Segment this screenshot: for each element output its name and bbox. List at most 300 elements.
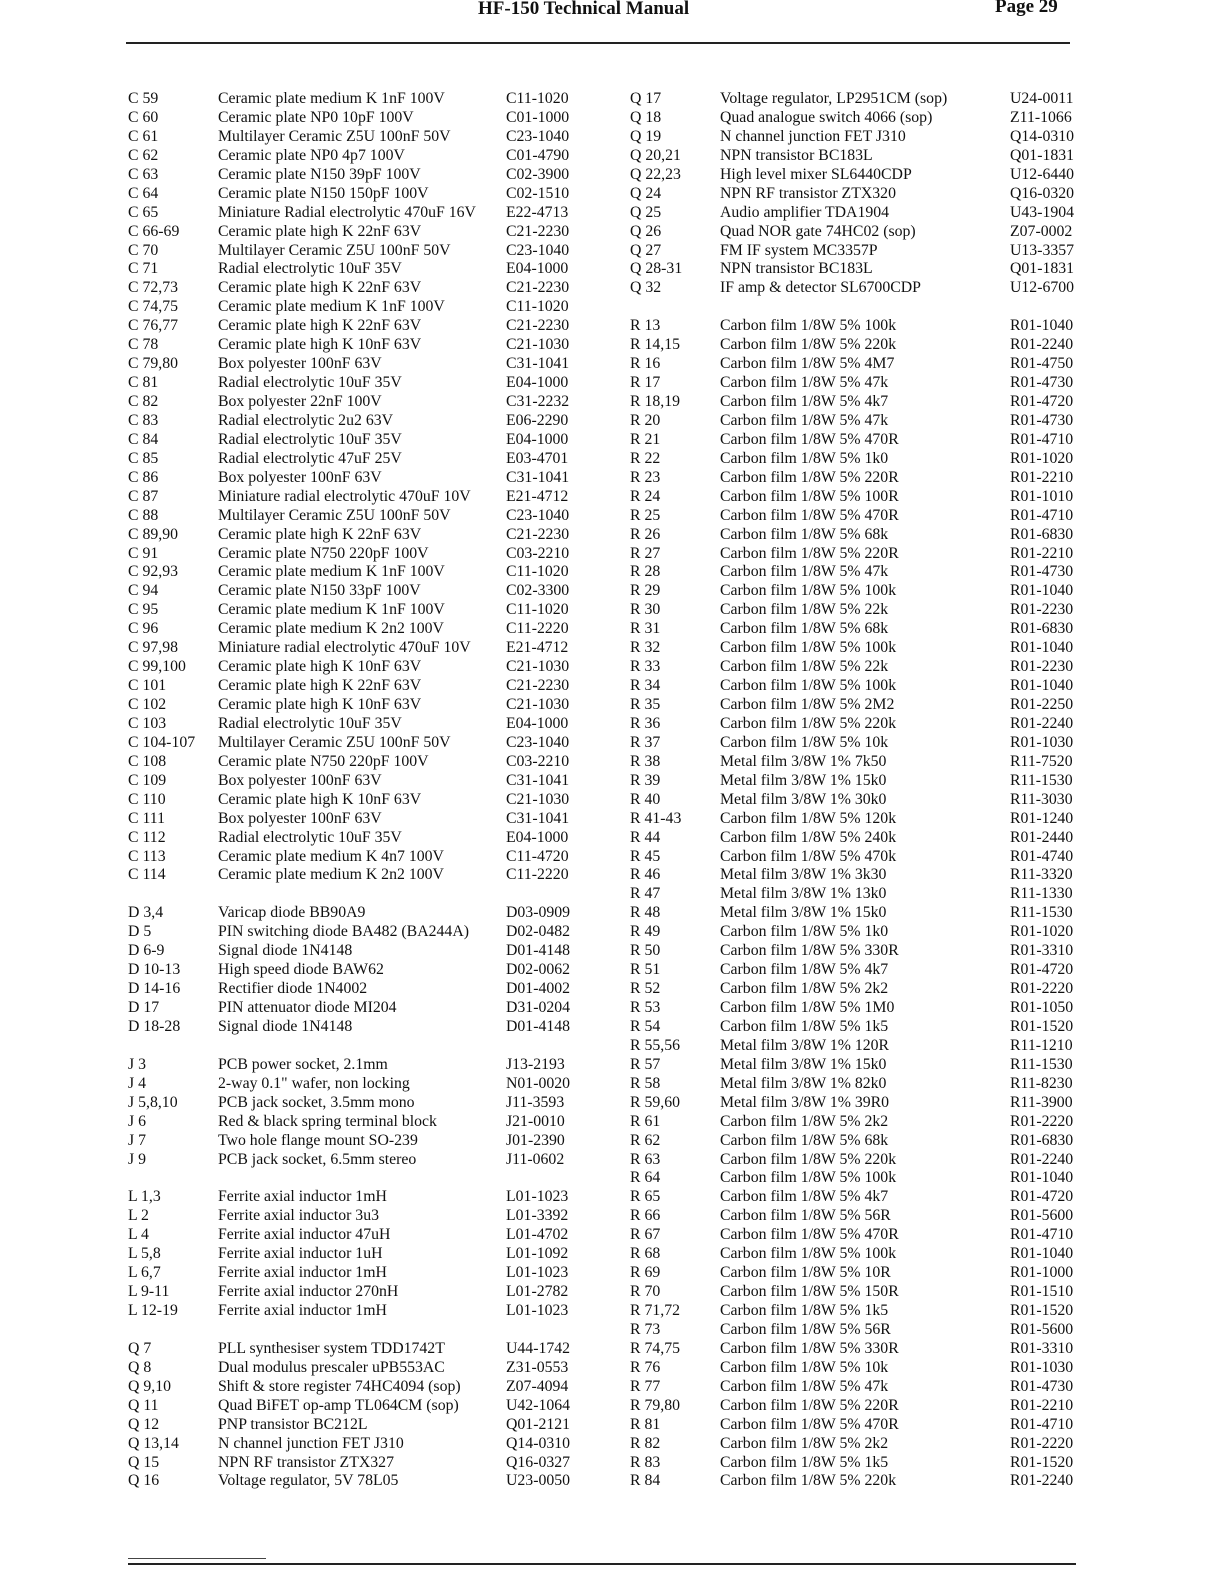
part-description: Carbon film 1/8W 5% 47k bbox=[720, 411, 889, 429]
part-reference: C 113 bbox=[128, 847, 166, 865]
part-description: Metal film 3/8W 1% 30k0 bbox=[720, 790, 887, 808]
part-description: Carbon film 1/8W 5% 56R bbox=[720, 1320, 891, 1338]
part-description: Box polyester 100nF 63V bbox=[218, 355, 382, 373]
footer-divider bbox=[128, 1563, 1076, 1565]
part-description: PLL synthesiser system TDD1742T bbox=[218, 1339, 445, 1357]
part-description: Multilayer Ceramic Z5U 100nF 50V bbox=[218, 127, 451, 145]
part-reference: R 74,75 bbox=[630, 1339, 681, 1357]
part-number: D01-4148 bbox=[506, 1017, 571, 1035]
part-description: Ceramic plate medium K 1nF 100V bbox=[218, 563, 445, 581]
part-number: J01-2390 bbox=[506, 1131, 565, 1149]
part-reference: Q 25 bbox=[630, 203, 662, 221]
part-reference: C 86 bbox=[128, 468, 159, 486]
part-reference: R 53 bbox=[630, 999, 661, 1016]
part-number: R01-2240 bbox=[1010, 714, 1074, 732]
part-number: D31-0204 bbox=[506, 999, 571, 1016]
part-number: E04-1000 bbox=[506, 828, 569, 846]
part-reference: C 109 bbox=[128, 771, 167, 789]
part-description: Ceramic plate NP0 4p7 100V bbox=[218, 146, 405, 164]
part-description: Carbon film 1/8W 5% 4k7 bbox=[720, 393, 889, 410]
part-description: Radial electrolytic 10uF 35V bbox=[218, 430, 402, 448]
part-description: Box polyester 100nF 63V bbox=[218, 468, 382, 486]
part-number: C11-1020 bbox=[506, 298, 569, 316]
part-description: N channel junction FET J310 bbox=[218, 1434, 404, 1452]
part-number: D02-0062 bbox=[506, 961, 571, 979]
part-description: Ceramic plate high K 22nF 63V bbox=[218, 525, 422, 543]
footer-short-rule bbox=[128, 1558, 266, 1559]
part-number: R01-4730 bbox=[1010, 1377, 1074, 1395]
part-description: Carbon film 1/8W 5% 1k5 bbox=[720, 1453, 889, 1471]
part-number: C01-4790 bbox=[506, 146, 570, 164]
part-description: Quad BiFET op-amp TL064CM (sop) bbox=[218, 1396, 459, 1414]
part-reference: C 76,77 bbox=[128, 317, 179, 335]
part-description: Ceramic plate high K 22nF 63V bbox=[218, 222, 422, 240]
part-reference: R 62 bbox=[630, 1131, 661, 1149]
part-reference: Q 17 bbox=[630, 90, 662, 107]
part-number: C21-2230 bbox=[506, 279, 570, 297]
part-description: Multilayer Ceramic Z5U 100nF 50V bbox=[218, 241, 451, 259]
part-reference: R 71,72 bbox=[630, 1302, 681, 1319]
part-description: PIN attenuator diode MI204 bbox=[218, 999, 397, 1016]
part-reference: Q 7 bbox=[128, 1339, 152, 1357]
part-reference: J 4 bbox=[128, 1074, 146, 1092]
part-reference: L 9-11 bbox=[128, 1283, 170, 1301]
part-number: C03-2210 bbox=[506, 544, 570, 562]
part-description: NPN transistor BC183L bbox=[720, 260, 873, 278]
part-number: C21-1030 bbox=[506, 336, 570, 354]
part-number: R01-2230 bbox=[1010, 658, 1074, 676]
part-description: Signal diode 1N4148 bbox=[218, 942, 353, 960]
part-number: R01-2250 bbox=[1010, 696, 1074, 713]
part-description: Metal film 3/8W 1% 3k30 bbox=[720, 866, 887, 884]
part-reference: R 50 bbox=[630, 942, 661, 960]
part-reference: Q 20,21 bbox=[630, 146, 681, 164]
part-reference: C 92,93 bbox=[128, 563, 179, 581]
part-reference: R 69 bbox=[630, 1264, 661, 1282]
part-reference: C 96 bbox=[128, 620, 159, 638]
part-description: NPN RF transistor ZTX327 bbox=[218, 1453, 394, 1471]
part-number: D01-4002 bbox=[506, 980, 571, 998]
part-number: R11-3030 bbox=[1010, 790, 1073, 808]
part-number: E04-1000 bbox=[506, 714, 569, 732]
part-number: R01-2240 bbox=[1010, 1150, 1074, 1168]
part-description: Ceramic plate high K 10nF 63V bbox=[218, 696, 422, 713]
part-number: U12-6700 bbox=[1010, 279, 1075, 297]
part-reference: R 40 bbox=[630, 790, 661, 808]
part-reference: R 55,56 bbox=[630, 1036, 681, 1054]
part-description: Metal film 3/8W 1% 39R0 bbox=[720, 1093, 890, 1111]
part-reference: C 79,80 bbox=[128, 355, 179, 373]
part-reference: R 54 bbox=[630, 1017, 661, 1035]
part-description: Metal film 3/8W 1% 7k50 bbox=[720, 752, 887, 770]
part-number: Z11-1066 bbox=[1010, 108, 1072, 126]
part-number: R01-1240 bbox=[1010, 809, 1074, 827]
part-number: Q01-2121 bbox=[506, 1415, 571, 1433]
part-description: Carbon film 1/8W 5% 150R bbox=[720, 1283, 899, 1301]
part-number: R01-4750 bbox=[1010, 355, 1074, 373]
page-number: Page 29 bbox=[995, 0, 1058, 17]
part-description: Carbon film 1/8W 5% 10k bbox=[720, 733, 889, 751]
part-reference: Q 18 bbox=[630, 108, 662, 126]
part-description: PCB jack socket, 6.5mm stereo bbox=[218, 1150, 417, 1168]
part-description: Quad NOR gate 74HC02 (sop) bbox=[720, 222, 916, 240]
part-number: R01-1040 bbox=[1010, 582, 1074, 600]
part-reference: R 48 bbox=[630, 904, 661, 922]
part-description: Metal film 3/8W 1% 120R bbox=[720, 1036, 890, 1054]
part-description: N channel junction FET J310 bbox=[720, 127, 906, 145]
part-reference: C 81 bbox=[128, 374, 159, 392]
part-reference: R 14,15 bbox=[630, 336, 681, 354]
part-description: IF amp & detector SL6700CDP bbox=[720, 279, 921, 297]
part-description: Carbon film 1/8W 5% 47k bbox=[720, 563, 889, 581]
part-reference: C 110 bbox=[128, 790, 166, 808]
part-number: E04-1000 bbox=[506, 374, 569, 392]
part-reference: D 18-28 bbox=[128, 1017, 181, 1035]
part-description: Carbon film 1/8W 5% 220R bbox=[720, 544, 899, 562]
part-description: Carbon film 1/8W 5% 68k bbox=[720, 620, 889, 638]
part-number: J11-3593 bbox=[506, 1093, 565, 1111]
part-number: C21-2230 bbox=[506, 222, 570, 240]
part-reference: C 61 bbox=[128, 127, 159, 145]
part-description: Signal diode 1N4148 bbox=[218, 1017, 353, 1035]
part-description: Ferrite axial inductor 270nH bbox=[218, 1283, 399, 1301]
part-number: C21-1030 bbox=[506, 658, 570, 676]
part-reference: R 82 bbox=[630, 1434, 661, 1452]
part-reference: R 23 bbox=[630, 468, 661, 486]
part-number: R01-1520 bbox=[1010, 1302, 1074, 1319]
part-number: Q01-1831 bbox=[1010, 260, 1075, 278]
part-number: R01-4730 bbox=[1010, 374, 1074, 392]
part-reference: C 97,98 bbox=[128, 639, 179, 657]
part-description: Two hole flange mount SO-239 bbox=[218, 1131, 418, 1149]
part-number: E06-2290 bbox=[506, 411, 569, 429]
part-description: Ceramic plate N750 220pF 100V bbox=[218, 544, 429, 562]
part-description: Carbon film 1/8W 5% 240k bbox=[720, 828, 897, 846]
part-number: Z07-4094 bbox=[506, 1377, 569, 1395]
part-description: Carbon film 1/8W 5% 47k bbox=[720, 1377, 889, 1395]
part-description: Carbon film 1/8W 5% 220R bbox=[720, 1396, 899, 1414]
part-description: Ferrite axial inductor 1mH bbox=[218, 1264, 387, 1282]
part-number: R01-1040 bbox=[1010, 317, 1074, 335]
part-reference: R 49 bbox=[630, 923, 661, 941]
part-number: R01-2210 bbox=[1010, 1396, 1074, 1414]
part-description: Carbon film 1/8W 5% 1k0 bbox=[720, 923, 889, 941]
part-description: Voltage regulator, 5V 78L05 bbox=[218, 1472, 399, 1490]
part-reference: R 27 bbox=[630, 544, 661, 562]
part-description: Ferrite axial inductor 47uH bbox=[218, 1226, 391, 1244]
part-reference: R 52 bbox=[630, 980, 661, 998]
part-number: R01-6830 bbox=[1010, 525, 1074, 543]
part-description: Carbon film 1/8W 5% 220k bbox=[720, 336, 897, 354]
part-reference: D 14-16 bbox=[128, 980, 181, 998]
part-number: R01-2210 bbox=[1010, 544, 1074, 562]
part-description: Carbon film 1/8W 5% 120k bbox=[720, 809, 897, 827]
part-reference: R 58 bbox=[630, 1074, 661, 1092]
part-description: Carbon film 1/8W 5% 2M2 bbox=[720, 696, 895, 713]
part-reference: R 29 bbox=[630, 582, 661, 600]
part-reference: R 22 bbox=[630, 449, 661, 467]
part-reference: R 38 bbox=[630, 752, 661, 770]
part-number: J13-2193 bbox=[506, 1055, 565, 1073]
part-number: C02-3900 bbox=[506, 165, 570, 183]
part-reference: D 17 bbox=[128, 999, 160, 1016]
part-reference: C 71 bbox=[128, 260, 159, 278]
part-number: E04-1000 bbox=[506, 430, 569, 448]
part-reference: C 104-107 bbox=[128, 733, 196, 751]
part-reference: R 57 bbox=[630, 1055, 661, 1073]
part-number: Z07-0002 bbox=[1010, 222, 1073, 240]
part-description: Radial electrolytic 47uF 25V bbox=[218, 449, 402, 467]
part-number: R01-2220 bbox=[1010, 1434, 1074, 1452]
part-number: R01-4740 bbox=[1010, 847, 1074, 865]
part-description: Carbon film 1/8W 5% 100k bbox=[720, 677, 897, 695]
part-number: C21-2230 bbox=[506, 677, 570, 695]
part-description: Carbon film 1/8W 5% 1k5 bbox=[720, 1302, 889, 1319]
part-number: C01-1000 bbox=[506, 108, 570, 126]
part-number: D03-0909 bbox=[506, 904, 571, 922]
part-description: Shift & store register 74HC4094 (sop) bbox=[218, 1377, 461, 1395]
part-reference: C 102 bbox=[128, 696, 167, 713]
part-description: Carbon film 1/8W 5% 4k7 bbox=[720, 961, 889, 979]
part-number: L01-1023 bbox=[506, 1188, 569, 1206]
part-number: R01-2220 bbox=[1010, 1112, 1074, 1130]
part-reference: R 76 bbox=[630, 1358, 661, 1376]
part-reference: C 78 bbox=[128, 336, 159, 354]
part-description: Box polyester 22nF 100V bbox=[218, 393, 382, 410]
part-number: L01-3392 bbox=[506, 1207, 569, 1225]
part-reference: L 4 bbox=[128, 1226, 149, 1244]
part-number: R01-1030 bbox=[1010, 1358, 1074, 1376]
part-description: Voltage regulator, LP2951CM (sop) bbox=[720, 90, 948, 107]
part-number: C31-2232 bbox=[506, 393, 570, 410]
part-reference: C 65 bbox=[128, 203, 159, 221]
part-number: C02-3300 bbox=[506, 582, 570, 600]
part-reference: C 91 bbox=[128, 544, 159, 562]
part-description: Ceramic plate medium K 1nF 100V bbox=[218, 601, 445, 619]
part-reference: Q 26 bbox=[630, 222, 662, 240]
part-number: R01-1020 bbox=[1010, 923, 1074, 941]
part-number: R01-2210 bbox=[1010, 468, 1074, 486]
part-number: C21-2230 bbox=[506, 317, 570, 335]
part-number: D02-0482 bbox=[506, 923, 571, 941]
part-description: Carbon film 1/8W 5% 68k bbox=[720, 525, 889, 543]
part-number: R01-1520 bbox=[1010, 1453, 1074, 1471]
part-reference: D 3,4 bbox=[128, 904, 164, 922]
part-description: Carbon film 1/8W 5% 220k bbox=[720, 714, 897, 732]
part-number: J11-0602 bbox=[506, 1150, 565, 1168]
part-reference: R 59,60 bbox=[630, 1093, 681, 1111]
part-number: Q01-1831 bbox=[1010, 146, 1075, 164]
page-title: HF-150 Technical Manual bbox=[478, 0, 690, 19]
part-reference: Q 22,23 bbox=[630, 165, 681, 183]
part-number: N01-0020 bbox=[506, 1074, 571, 1092]
part-number: U43-1904 bbox=[1010, 203, 1075, 221]
part-description: Carbon film 1/8W 5% 100R bbox=[720, 487, 899, 505]
part-reference: L 1,3 bbox=[128, 1188, 161, 1206]
part-number: R11-1530 bbox=[1010, 771, 1073, 789]
part-number: C11-1020 bbox=[506, 90, 569, 107]
part-description: Carbon film 1/8W 5% 220k bbox=[720, 1150, 897, 1168]
part-number: R11-1530 bbox=[1010, 904, 1073, 922]
part-description: Carbon film 1/8W 5% 330R bbox=[720, 1339, 899, 1357]
part-description: FM IF system MC3357P bbox=[720, 241, 878, 259]
part-reference: R 70 bbox=[630, 1283, 661, 1301]
part-reference: Q 27 bbox=[630, 241, 662, 259]
part-description: High level mixer SL6440CDP bbox=[720, 165, 912, 183]
part-description: Radial electrolytic 2u2 63V bbox=[218, 411, 394, 429]
part-description: Ferrite axial inductor 1mH bbox=[218, 1302, 387, 1319]
part-description: Carbon film 1/8W 5% 220R bbox=[720, 468, 899, 486]
part-reference: R 41-43 bbox=[630, 809, 682, 827]
part-number: R01-2240 bbox=[1010, 1472, 1074, 1490]
part-number: E22-4713 bbox=[506, 203, 569, 221]
part-number: C31-1041 bbox=[506, 355, 570, 373]
part-number: R11-3320 bbox=[1010, 866, 1073, 884]
part-reference: D 5 bbox=[128, 923, 152, 941]
part-number: R01-1050 bbox=[1010, 999, 1074, 1016]
part-description: Box polyester 100nF 63V bbox=[218, 809, 382, 827]
part-number: R01-1040 bbox=[1010, 1169, 1074, 1187]
part-description: Multilayer Ceramic Z5U 100nF 50V bbox=[218, 506, 451, 524]
part-reference: C 87 bbox=[128, 487, 159, 505]
part-description: High speed diode BAW62 bbox=[218, 961, 384, 979]
part-number: Q14-0310 bbox=[506, 1434, 571, 1452]
part-description: Ceramic plate high K 22nF 63V bbox=[218, 279, 422, 297]
part-description: Carbon film 1/8W 5% 470R bbox=[720, 430, 899, 448]
part-number: C31-1041 bbox=[506, 468, 570, 486]
part-number: R11-1210 bbox=[1010, 1036, 1073, 1054]
part-number: R01-4710 bbox=[1010, 1415, 1074, 1433]
part-number: Q16-0327 bbox=[506, 1453, 571, 1471]
part-description: Carbon film 1/8W 5% 10R bbox=[720, 1264, 891, 1282]
part-reference: J 5,8,10 bbox=[128, 1093, 178, 1111]
part-reference: R 84 bbox=[630, 1472, 661, 1490]
part-reference: R 67 bbox=[630, 1226, 661, 1244]
part-description: Miniature Radial electrolytic 470uF 16V bbox=[218, 203, 476, 221]
part-number: C21-1030 bbox=[506, 696, 570, 713]
part-number: R11-1530 bbox=[1010, 1055, 1073, 1073]
part-description: Carbon film 1/8W 5% 4M7 bbox=[720, 355, 895, 373]
part-description: Ceramic plate medium K 1nF 100V bbox=[218, 90, 445, 107]
part-reference: Q 8 bbox=[128, 1358, 152, 1376]
part-number: R01-5600 bbox=[1010, 1207, 1074, 1225]
part-description: PCB power socket, 2.1mm bbox=[218, 1055, 388, 1073]
part-description: Carbon film 1/8W 5% 10k bbox=[720, 1358, 889, 1376]
part-number: C03-2210 bbox=[506, 752, 570, 770]
part-description: Carbon film 1/8W 5% 330R bbox=[720, 942, 899, 960]
part-number: R01-4720 bbox=[1010, 393, 1074, 410]
part-reference: L 5,8 bbox=[128, 1245, 161, 1263]
part-description: Metal film 3/8W 1% 15k0 bbox=[720, 771, 887, 789]
part-reference: C 114 bbox=[128, 866, 166, 884]
part-number: L01-4702 bbox=[506, 1226, 569, 1244]
part-reference: C 88 bbox=[128, 506, 159, 524]
part-reference: L 6,7 bbox=[128, 1264, 161, 1282]
part-reference: R 46 bbox=[630, 866, 661, 884]
part-number: R11-7520 bbox=[1010, 752, 1073, 770]
part-reference: R 28 bbox=[630, 563, 661, 581]
part-description: Carbon film 1/8W 5% 22k bbox=[720, 658, 889, 676]
part-reference: R 31 bbox=[630, 620, 661, 638]
part-description: NPN RF transistor ZTX320 bbox=[720, 184, 896, 202]
part-number: R01-4730 bbox=[1010, 563, 1074, 581]
part-reference: R 30 bbox=[630, 601, 661, 619]
part-reference: R 16 bbox=[630, 355, 661, 373]
part-reference: C 62 bbox=[128, 146, 159, 164]
part-reference: C 112 bbox=[128, 828, 166, 846]
part-reference: R 20 bbox=[630, 411, 661, 429]
part-description: Box polyester 100nF 63V bbox=[218, 771, 382, 789]
part-reference: C 74,75 bbox=[128, 298, 179, 316]
part-number: Q16-0320 bbox=[1010, 184, 1075, 202]
part-description: Ceramic plate medium K 4n7 100V bbox=[218, 847, 444, 865]
part-number: C11-2220 bbox=[506, 620, 569, 638]
part-description: PIN switching diode BA482 (BA244A) bbox=[218, 923, 469, 941]
part-reference: R 37 bbox=[630, 733, 661, 751]
part-reference: C 101 bbox=[128, 677, 167, 695]
part-description: Carbon film 1/8W 5% 47k bbox=[720, 374, 889, 392]
part-description: Carbon film 1/8W 5% 1M0 bbox=[720, 999, 895, 1016]
part-reference: C 66-69 bbox=[128, 222, 180, 240]
part-number: C21-2230 bbox=[506, 525, 570, 543]
part-reference: R 81 bbox=[630, 1415, 661, 1433]
part-reference: C 63 bbox=[128, 165, 159, 183]
part-reference: C 111 bbox=[128, 809, 166, 827]
part-number: R01-1040 bbox=[1010, 1245, 1074, 1263]
part-number: R01-4710 bbox=[1010, 430, 1074, 448]
part-reference: J 3 bbox=[128, 1055, 146, 1073]
part-reference: R 13 bbox=[630, 317, 661, 335]
part-description: Carbon film 1/8W 5% 2k2 bbox=[720, 1434, 889, 1452]
part-number: R01-5600 bbox=[1010, 1320, 1074, 1338]
part-reference: R 47 bbox=[630, 885, 661, 903]
part-description: Carbon film 1/8W 5% 100k bbox=[720, 639, 897, 657]
part-description: Metal film 3/8W 1% 15k0 bbox=[720, 904, 887, 922]
part-number: L01-1023 bbox=[506, 1264, 569, 1282]
part-number: C11-1020 bbox=[506, 601, 569, 619]
part-number: R01-4730 bbox=[1010, 411, 1074, 429]
part-description: Metal film 3/8W 1% 15k0 bbox=[720, 1055, 887, 1073]
part-number: R01-2240 bbox=[1010, 336, 1074, 354]
part-reference: R 24 bbox=[630, 487, 661, 505]
part-reference: R 45 bbox=[630, 847, 661, 865]
part-number: R01-1030 bbox=[1010, 733, 1074, 751]
part-reference: R 63 bbox=[630, 1150, 661, 1168]
part-description: PNP transistor BC212L bbox=[218, 1415, 368, 1433]
part-number: R11-3900 bbox=[1010, 1093, 1073, 1111]
part-reference: R 34 bbox=[630, 677, 661, 695]
part-description: Carbon film 1/8W 5% 4k7 bbox=[720, 1188, 889, 1206]
part-reference: C 84 bbox=[128, 430, 159, 448]
part-description: 2-way 0.1" wafer, non locking bbox=[218, 1074, 410, 1092]
part-number: R01-4710 bbox=[1010, 506, 1074, 524]
part-description: Carbon film 1/8W 5% 470R bbox=[720, 506, 899, 524]
part-reference: C 99,100 bbox=[128, 658, 186, 676]
part-description: Dual modulus prescaler uPB553AC bbox=[218, 1358, 445, 1376]
part-number: C23-1040 bbox=[506, 506, 570, 524]
part-description: Ceramic plate NP0 10pF 100V bbox=[218, 108, 414, 126]
part-number: C11-1020 bbox=[506, 563, 569, 581]
part-description: Ceramic plate N150 150pF 100V bbox=[218, 184, 429, 202]
part-reference: R 33 bbox=[630, 658, 661, 676]
part-reference: R 73 bbox=[630, 1320, 661, 1338]
part-reference: C 94 bbox=[128, 582, 159, 600]
part-reference: C 72,73 bbox=[128, 279, 179, 297]
part-number: R01-1040 bbox=[1010, 639, 1074, 657]
part-description: Carbon film 1/8W 5% 470R bbox=[720, 1415, 899, 1433]
part-description: Carbon film 1/8W 5% 2k2 bbox=[720, 1112, 889, 1130]
part-reference: Q 9,10 bbox=[128, 1377, 172, 1395]
